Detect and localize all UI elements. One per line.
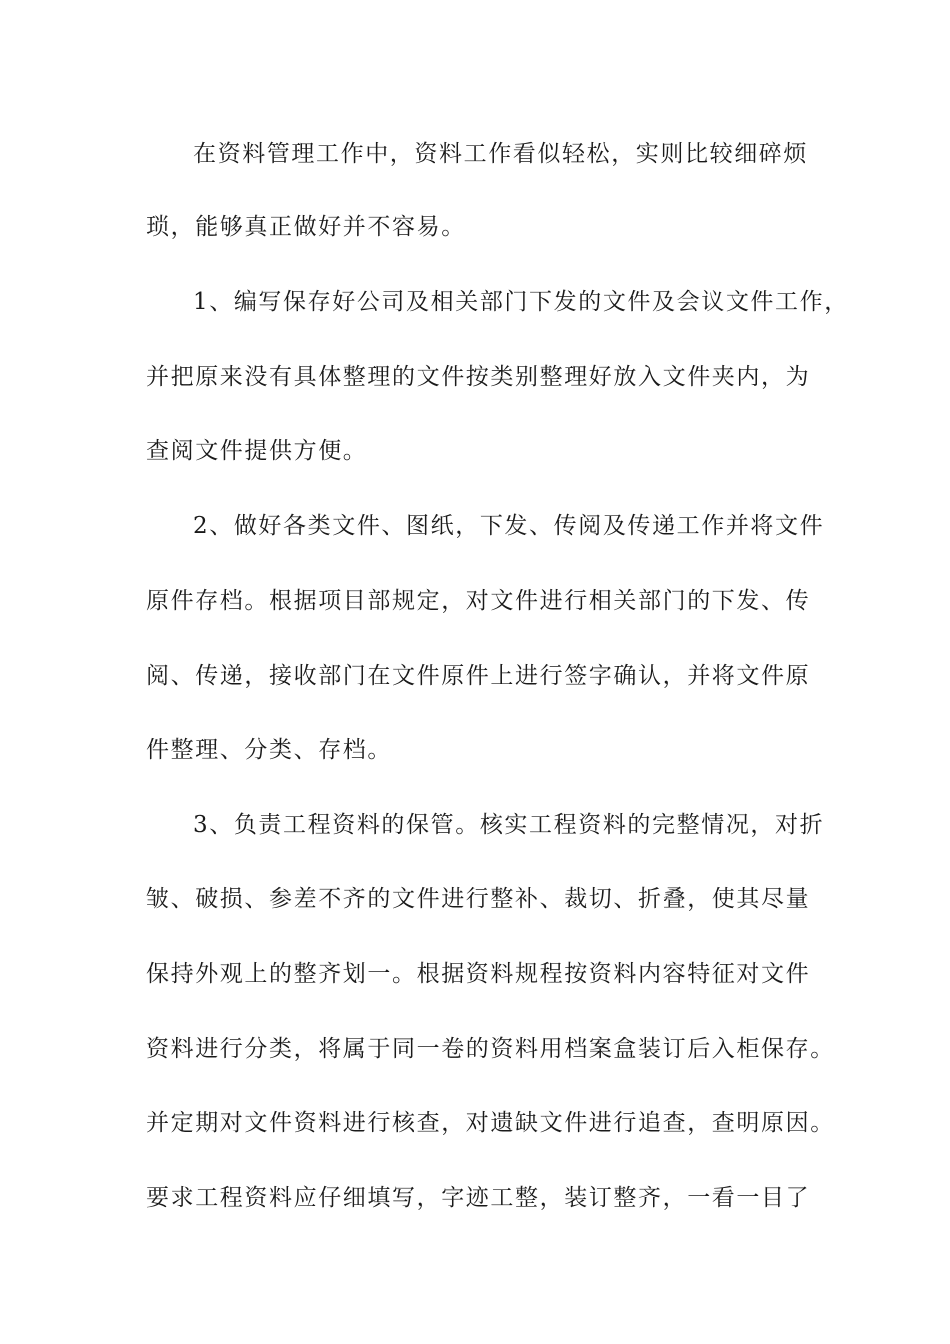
intro-line-1: 在资料管理工作中，资料工作看似轻松，实则比较细碎烦 (193, 141, 808, 167)
item-2-line-3: 阅、传递，接收部门在文件原件上进行签字确认，并将文件原 (146, 663, 811, 689)
item-2-line-4: 件整理、分类、存档。 (146, 737, 392, 763)
item-3-line-5: 并定期对文件资料进行核查，对遗缺文件进行追查，查明原因。 (146, 1110, 835, 1136)
item-2-line-1: 2、做好各类文件、图纸，下发、传阅及传递工作并将文件 (193, 513, 825, 539)
item-3-line-3: 保持外观上的整齐划一。根据资料规程按资料内容特征对文件 (146, 961, 811, 987)
item-2-line-2: 原件存档。根据项目部规定，对文件进行相关部门的下发、传 (146, 588, 811, 614)
item-3-line-4: 资料进行分类，将属于同一卷的资料用档案盒装订后入柜保存。 (146, 1036, 835, 1062)
item-1-line-1: 1、编写保存好公司及相关部门下发的文件及会议文件工作， (193, 289, 849, 315)
intro-line-2: 琐，能够真正做好并不容易。 (146, 214, 466, 240)
item-3-line-6: 要求工程资料应仔细填写，字迹工整，装订整齐，一看一目了 (146, 1185, 811, 1211)
item-3-line-1: 3、负责工程资料的保管。核实工程资料的完整情况，对折 (193, 812, 825, 838)
item-3-line-2: 皱、破损、参差不齐的文件进行整补、裁切、折叠，使其尽量 (146, 886, 811, 912)
item-1-line-2: 并把原来没有具体整理的文件按类别整理好放入文件夹内，为 (146, 364, 811, 390)
item-1-line-3: 查阅文件提供方便。 (146, 438, 368, 464)
